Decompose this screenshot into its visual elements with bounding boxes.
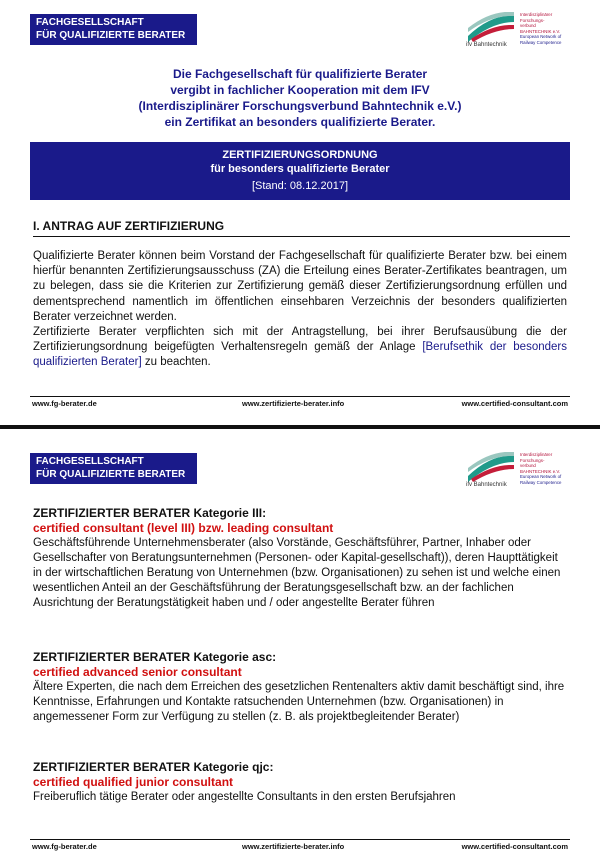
logo-right-text <box>520 452 578 486</box>
intro-line: vergibt in fachlicher Kooperation mit dem IFV <box>170 83 430 97</box>
section-title: I. ANTRAG AUF ZERTIFIZIERUNG <box>33 219 570 237</box>
logo-right-line: European Network of <box>520 474 562 480</box>
document-page-1 <box>0 0 600 425</box>
intro-line: Die Fachgesellschaft für qualifizierte Berater <box>172 67 428 81</box>
category-text: Freiberuflich tätige Berater oder angestellte Consultants in den ersten Berufsjahren <box>33 791 456 803</box>
category-iii <box>33 506 568 611</box>
logo-right-text <box>520 12 578 46</box>
ifv-logo <box>466 452 576 492</box>
category-heading: ZERTIFIZIERTER BERATER Kategorie qjc: <box>33 760 274 774</box>
brand-box <box>30 14 197 45</box>
logo-text: ifv Bahntechnik <box>466 42 507 48</box>
footer-link-certified-consultant[interactable]: www.certified-consultant.com <box>461 842 568 851</box>
document-page-2 <box>0 440 600 865</box>
ifv-logo-icon <box>466 452 516 482</box>
category-text: Geschäftsführende Unternehmensberater (also Vorstände, Geschäftsführer, Partner, Inhaber oder Gesellschafter von Beratungsunternehmen (Personen- oder Kapital-gesellschaft)), deren Haupttätigkeit in der wirtschaftlichen Beratung von Unternehmen (bzw. Organisationen) zu sehen ist und welche einen wesentlichen Anteil an der Geschäftsführung der Beratungsgesellschaft bzw. an der fachlichen Ausrichtung der Beratungstätigkeit haben und / oder angestellte Berater führen <box>33 537 561 609</box>
intro-text <box>40 66 560 130</box>
footer-link-fg-berater[interactable]: www.fg-berater.de <box>32 399 97 408</box>
brand-line-1: FACHGESELLSCHAFT <box>36 456 144 467</box>
logo-right-line: BAHNTECHNIK e.V. <box>520 28 561 34</box>
brand-line-2: FÜR QUALIFIZIERTE BERATER <box>36 30 186 41</box>
banner-stand: [Stand: 08.12.2017] <box>251 180 349 192</box>
paragraph-2-text: Zertifizierte Berater verpflichten sich mit der Antragstellung, bei ihrer Berufsausübung die der Zertifizierungsordnung beigefügten Verhaltensregeln gemäß der Anlage <box>33 326 567 354</box>
brand-box <box>30 453 197 484</box>
page-footer <box>30 839 570 856</box>
logo-right-line: Forschungs- <box>520 457 545 463</box>
category-subtitle: certified consultant (level III) bzw. leading consultant <box>33 521 334 535</box>
footer-link-fg-berater[interactable]: www.fg-berater.de <box>32 842 97 851</box>
brand-line-2: FÜR QUALIFIZIERTE BERATER <box>36 469 186 480</box>
category-heading: ZERTIFIZIERTER BERATER Kategorie III: <box>33 506 267 520</box>
footer-link-zertifizierte-berater[interactable]: www.zertifizierte-berater.info <box>242 842 345 851</box>
category-heading: ZERTIFIZIERTER BERATER Kategorie asc: <box>33 650 277 664</box>
category-asc <box>33 650 568 725</box>
category-subtitle: certified advanced senior consultant <box>33 665 242 679</box>
banner-title: ZERTIFIZIERUNGSORDNUNG <box>222 149 378 161</box>
logo-right-line: Interdisziplinärer <box>520 452 553 457</box>
category-qjc <box>33 760 568 805</box>
paragraph-2-end: zu beachten. <box>141 356 211 369</box>
logo-right-line: Forschungs- <box>520 17 545 23</box>
logo-right-line: European Network of <box>520 34 562 40</box>
category-text: Ältere Experten, die nach dem Erreichen des gesetzlichen Rentenalters aktiv damit beschäftigt sind, ihre Kenntnisse, Erfahrungen und Kontakte ratsuchenden Unternehmen (bzw. Organisationen) in angemessener Form zur Verfügung zu stellen (z. B. als projektbegleitender Berater) <box>33 681 565 723</box>
paragraph-2 <box>33 325 567 371</box>
intro-line: (Interdisziplinärer Forschungsverbund Bahntechnik e.V.) <box>138 99 462 113</box>
body-text <box>33 249 567 371</box>
footer-link-certified-consultant[interactable]: www.certified-consultant.com <box>461 399 568 408</box>
berufsethik-link[interactable]: [Berufsethik der besonders qualifizierten Berater] <box>33 341 567 369</box>
footer-link-zertifizierte-berater[interactable]: www.zertifizierte-berater.info <box>242 399 345 408</box>
category-subtitle: certified qualified junior consultant <box>33 775 234 789</box>
banner-subtitle: für besonders qualifizierte Berater <box>210 163 390 175</box>
page-footer <box>30 396 570 413</box>
logo-right-line: BAHNTECHNIK e.V. <box>520 468 561 474</box>
intro-line: ein Zertifikat an besonders qualifizierte Berater. <box>164 115 436 129</box>
title-banner <box>30 142 570 200</box>
logo-right-line: Railway Competence <box>520 39 562 45</box>
logo-right-line: verbund <box>520 23 536 29</box>
paragraph-1: Qualifizierte Berater können beim Vorstand der Fachgesellschaft für qualifizierte Berater bzw. bei einem hierfür benannten Zertifizierungsausschuss (ZA) die Erteilung eines Berater-Zertifikates beantragen, um zu belegen, dass sie die Kriterien zur Zertifizierung gemäß dieser Zertifizierungsordnung erfüllen und dementsprechend namentlich im öffentlichen einsehbaren Verzeichnis der besonders qualifizierten Berater verzeichnet werden. <box>33 250 567 323</box>
logo-text: ifv Bahntechnik <box>466 482 507 488</box>
ifv-logo <box>466 12 576 52</box>
logo-right-line: Railway Competence <box>520 479 562 485</box>
brand-line-1: FACHGESELLSCHAFT <box>36 17 144 28</box>
logo-right-line: verbund <box>520 463 536 469</box>
logo-right-line: Interdisziplinärer <box>520 12 553 17</box>
ifv-logo-icon <box>466 12 516 42</box>
